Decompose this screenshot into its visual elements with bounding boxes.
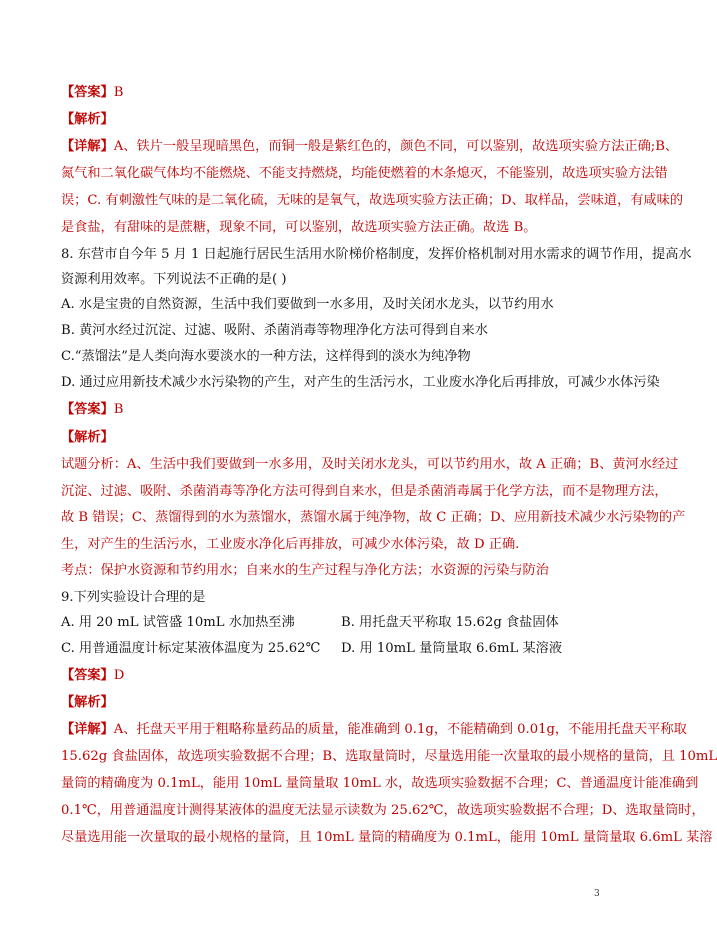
q8-analysis-line-3: 故 B 错误；C、蒸馏得到的水为蒸馏水，蒸馏水属于纯净物，故 C 正确；D、应用新技术减少水污染物的产 <box>61 510 686 525</box>
answer-label: 【答案】 <box>61 85 114 100</box>
q9-detail-line-3: 量筒的精确度为 0.1mL，能用 10mL 量筒量取 10mL 水，故选项实验数据不合理；C、普通温度计能准确到 <box>61 776 699 791</box>
q9-detail-line-2: 15.62g 食盐固体，故选项实验数据不合理；B、选取量筒时，尽量选用能一次量取的最小规格的量筒，且 10mL <box>61 749 717 764</box>
detail-label: 【详解】 <box>61 139 114 154</box>
answer-line-q7 <box>61 84 606 102</box>
answer-value: D <box>113 668 125 683</box>
analysis-label-q8: 【解析】 <box>61 430 114 445</box>
detail-line-3: 误；C. 有刺激性气味的是二氧化硫，无味的是氧气，故选项实验方法正确；D、取样品，尝味道，有咸味的 <box>61 193 684 208</box>
q8-option-d: D. 通过应用新技术减少水污染物的产生，对产生的生活污水，工业废水净化后再排放，可减少水体污染 <box>61 375 660 390</box>
q9-detail-line-4: 0.1℃，用普通温度计测得某液体的温度无法显示读数为 25.62℃，故选项实验数据不合理；D、选取量筒时， <box>61 803 705 818</box>
answer-value: B <box>113 85 124 100</box>
q9-detail-line-5: 尽量选用能一次量取的最小规格的量筒，且 10mL 量筒的精确度为 0.1mL，能用 10mL 量筒量取 6.6mL 某溶 <box>61 830 713 845</box>
q8-option-b: B. 黄河水经过沉淀、过滤、吸附、杀菌消毒等物理净化方法可得到自来水 <box>61 323 488 338</box>
q9-option-b: B. 用托盘天平称取 15.62g 食盐固体 <box>341 615 559 630</box>
answer-value: B <box>113 402 124 417</box>
q9-stem: 9.下列实验设计合理的是 <box>61 590 206 605</box>
analysis-label-q7: 【解析】 <box>61 112 114 127</box>
q8-option-c: C.“蒸馏法”是人类向海水要淡水的一种方法，这样得到的淡水为纯净物 <box>61 349 471 364</box>
q9-option-c: C. 用普通温度计标定某液体温度为 25.62℃ <box>61 641 321 656</box>
detail-line-4: 是食盐，有甜味的是蔗糖，现象不同，可以鉴别，故选项实验方法正确。故选 B。 <box>61 220 537 235</box>
q8-option-a: A. 水是宝贵的自然资源，生活中我们要做到一水多用，及时关闭水龙头，以节约用水 <box>61 297 554 312</box>
q8-analysis-line-4: 生，对产生的生活污水，工业废水净化后再排放，可减少水体污染，故 D 正确. <box>61 537 520 552</box>
q8-analysis-line-1: 试题分析：A、生活中我们要做到一水多用，及时关闭水龙头，可以节约用水，故 A 正确；B、黄河水经过 <box>61 457 679 472</box>
detail-line-2: 氮气和二氧化碳气体均不能燃烧、不能支持燃烧，均能使燃着的木条熄灭，不能鉴别，故选项实验方法错 <box>61 166 668 181</box>
q9-option-d: D. 用 10mL 量筒量取 6.6mL 某溶液 <box>341 641 563 656</box>
q8-analysis-line-2: 沉淀、过滤、吸附、杀菌消毒等净化方法可得到自来水，但是杀菌消毒属于化学方法，而不是物理方法， <box>61 484 668 499</box>
q9-detail-line-1: 【详解】A、托盘天平用于粗略称量药品的质量，能准确到 0.1g，不能精确到 0.01g，不能用托盘天平称取 <box>61 722 687 737</box>
q8-stem-line-2: 资源利用效率。下列说法不正确的是( ) <box>61 272 287 287</box>
answer-line-q8: 【答案】B <box>61 402 124 417</box>
detail-line-1: 【详解】A、铁片一般呈现暗黑色，而铜一般是紫红色的，颜色不同，可以鉴别，故选项实验方法正确;B、 <box>61 139 679 154</box>
q9-option-a: A. 用 20 mL 试管盛 10mL 水加热至沸 <box>61 615 295 630</box>
page-number: 3 <box>594 889 600 899</box>
analysis-label-q9: 【解析】 <box>61 695 114 710</box>
q8-kaodian: 考点：保护水资源和节约用水；自来水的生产过程与净化方法；水资源的污染与防治 <box>61 563 549 578</box>
answer-line-q9: 【答案】D <box>61 668 125 683</box>
q8-stem-line-1: 8. 东营市自今年 5 月 1 日起施行居民生活用水阶梯价格制度，发挥价格机制对用水需求的调节作用，提高水 <box>61 247 692 262</box>
